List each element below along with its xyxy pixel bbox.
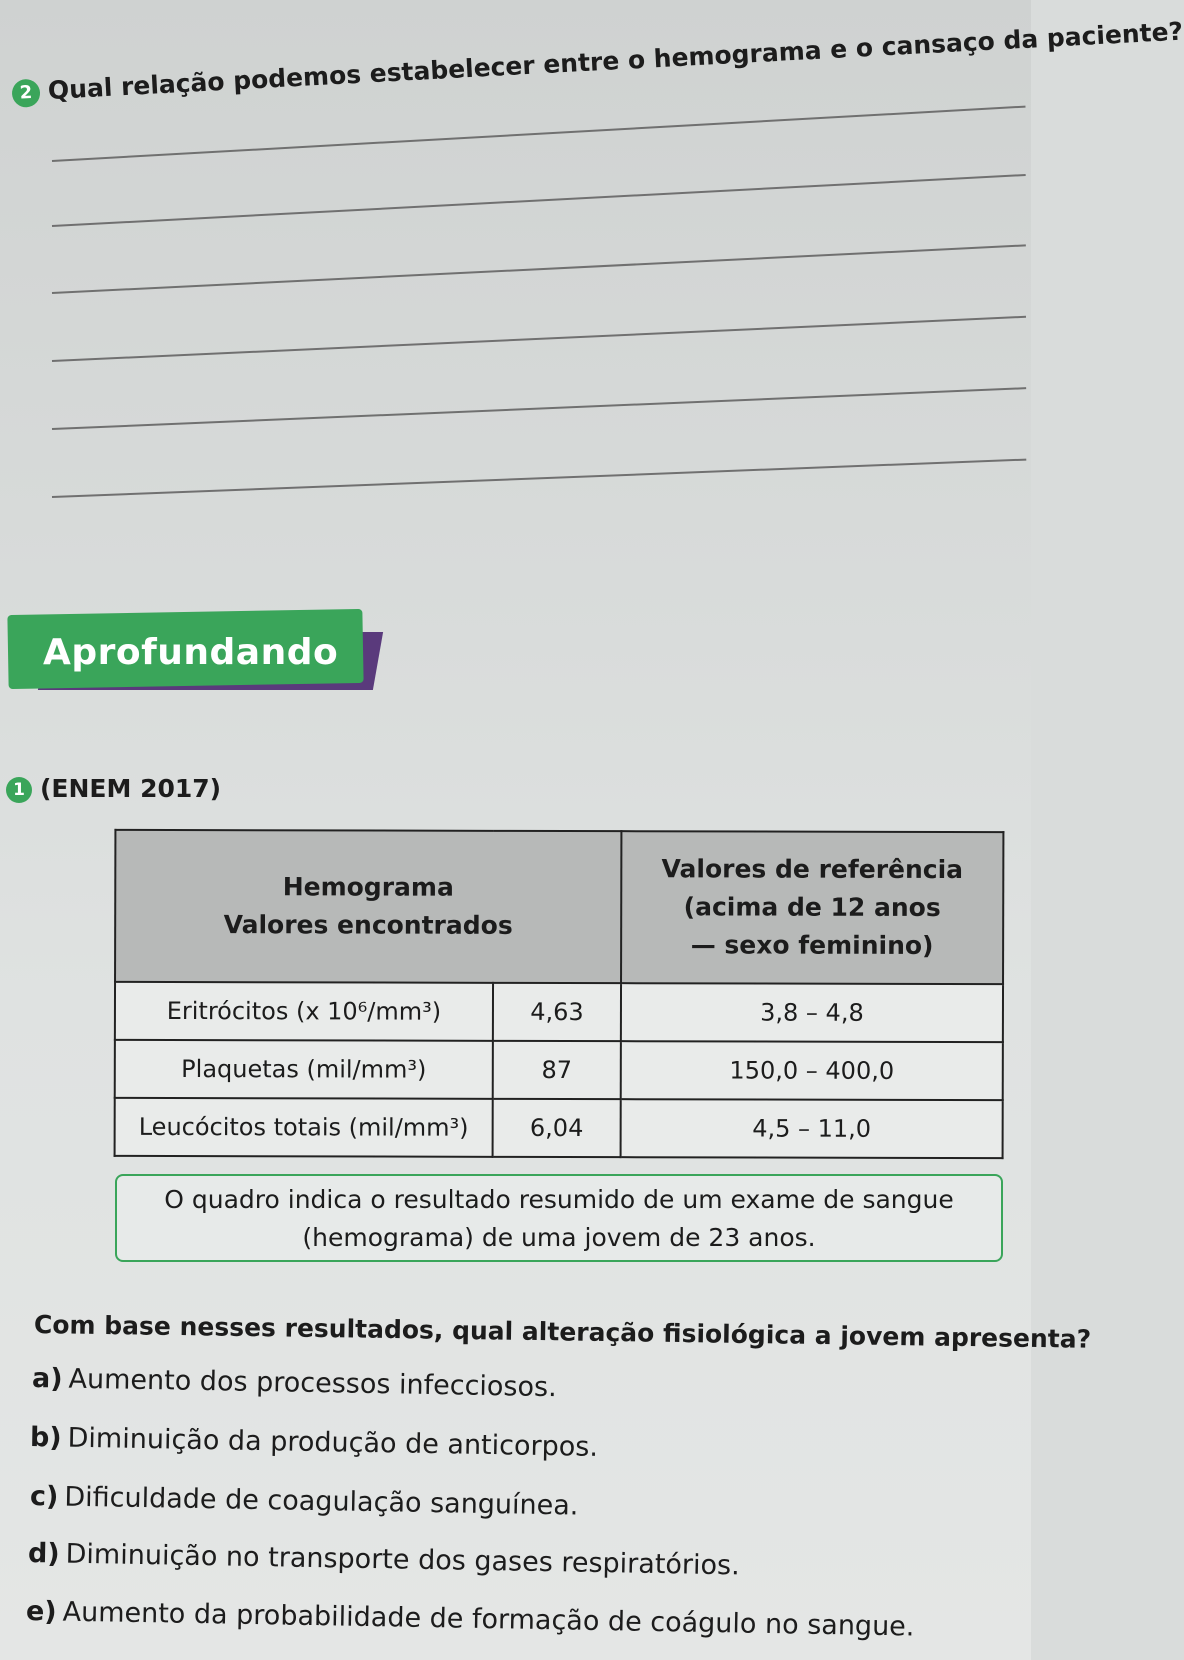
option-text: Aumento dos processos infecciosos. — [68, 1363, 557, 1404]
question-number-badge: 2 — [11, 79, 40, 108]
answer-option-e[interactable] — [26, 1596, 915, 1643]
answer-line — [52, 459, 1026, 498]
option-letter: b) — [29, 1422, 62, 1454]
caption-line: O quadro indica o resultado resumido de um exame de sangue — [164, 1185, 954, 1214]
option-letter: a) — [31, 1363, 63, 1395]
answer-line — [52, 387, 1026, 430]
table-cell-reference: 4,5 – 11,0 — [621, 1099, 1003, 1158]
hemogram-table — [114, 829, 1005, 1159]
option-text: Diminuição da produção de anticorpos. — [67, 1422, 599, 1463]
option-text: Dificuldade de coagulação sanguínea. — [64, 1481, 579, 1522]
table-cell-name: Eritrócitos (x 10⁶/mm³) — [115, 982, 493, 1041]
answer-option-b[interactable] — [30, 1422, 598, 1463]
table-row — [115, 1040, 1003, 1100]
caption-line: (hemograma) de uma jovem de 23 anos. — [302, 1223, 816, 1252]
banner-title: Aprofundando — [43, 632, 339, 673]
option-letter: c) — [29, 1481, 59, 1513]
table-cell-found: 87 — [493, 1041, 621, 1099]
answer-line — [52, 244, 1026, 294]
answer-option-a[interactable] — [32, 1363, 557, 1403]
table-row — [115, 982, 1003, 1042]
question-stem: Com base nesses resultados, qual alteração fisiológica a jovem apresenta? — [33, 1310, 1092, 1354]
answer-line — [52, 174, 1026, 227]
answer-line — [52, 106, 1026, 162]
table-header-text: Valores de referência — [661, 854, 964, 885]
section-banner — [8, 612, 363, 706]
option-text: Diminuição no transporte dos gases respiratórios. — [65, 1538, 740, 1582]
question-1-header — [6, 774, 221, 803]
table-cell-found: 4,63 — [493, 983, 621, 1041]
table-cell-name: Plaquetas (mil/mm³) — [115, 1040, 493, 1099]
table-cell-name: Leucócitos totais (mil/mm³) — [115, 1098, 493, 1157]
table-row — [115, 1098, 1003, 1158]
table-header-reference — [621, 831, 1003, 984]
table-cell-reference: 3,8 – 4,8 — [621, 983, 1003, 1042]
question-2 — [11, 16, 1184, 108]
table-header-row — [115, 830, 1003, 984]
table-header-text: Valores encontrados — [223, 910, 513, 940]
table-header-text: (acima de 12 anos — [683, 892, 941, 922]
option-letter: d) — [27, 1538, 60, 1570]
option-text: Aumento da probabilidade de formação de coágulo no sangue. — [62, 1596, 915, 1643]
option-letter: e) — [25, 1596, 57, 1628]
table-header-text: Hemograma — [282, 872, 454, 902]
table-cell-found: 6,04 — [493, 1099, 621, 1157]
table-cell-reference: 150,0 – 400,0 — [621, 1041, 1003, 1100]
question-number-badge: 1 — [6, 777, 32, 803]
answer-line — [52, 316, 1026, 362]
table-header-text: — sexo feminino) — [690, 930, 934, 960]
question-2-text: Qual relação podemos estabelecer entre o hemograma e o cansaço da paciente? — [47, 16, 1184, 106]
answer-option-d[interactable] — [28, 1538, 740, 1581]
table-header-found — [115, 830, 621, 983]
table-caption — [115, 1174, 1003, 1262]
question-source: (ENEM 2017) — [40, 774, 222, 803]
answer-option-c[interactable] — [30, 1481, 579, 1522]
